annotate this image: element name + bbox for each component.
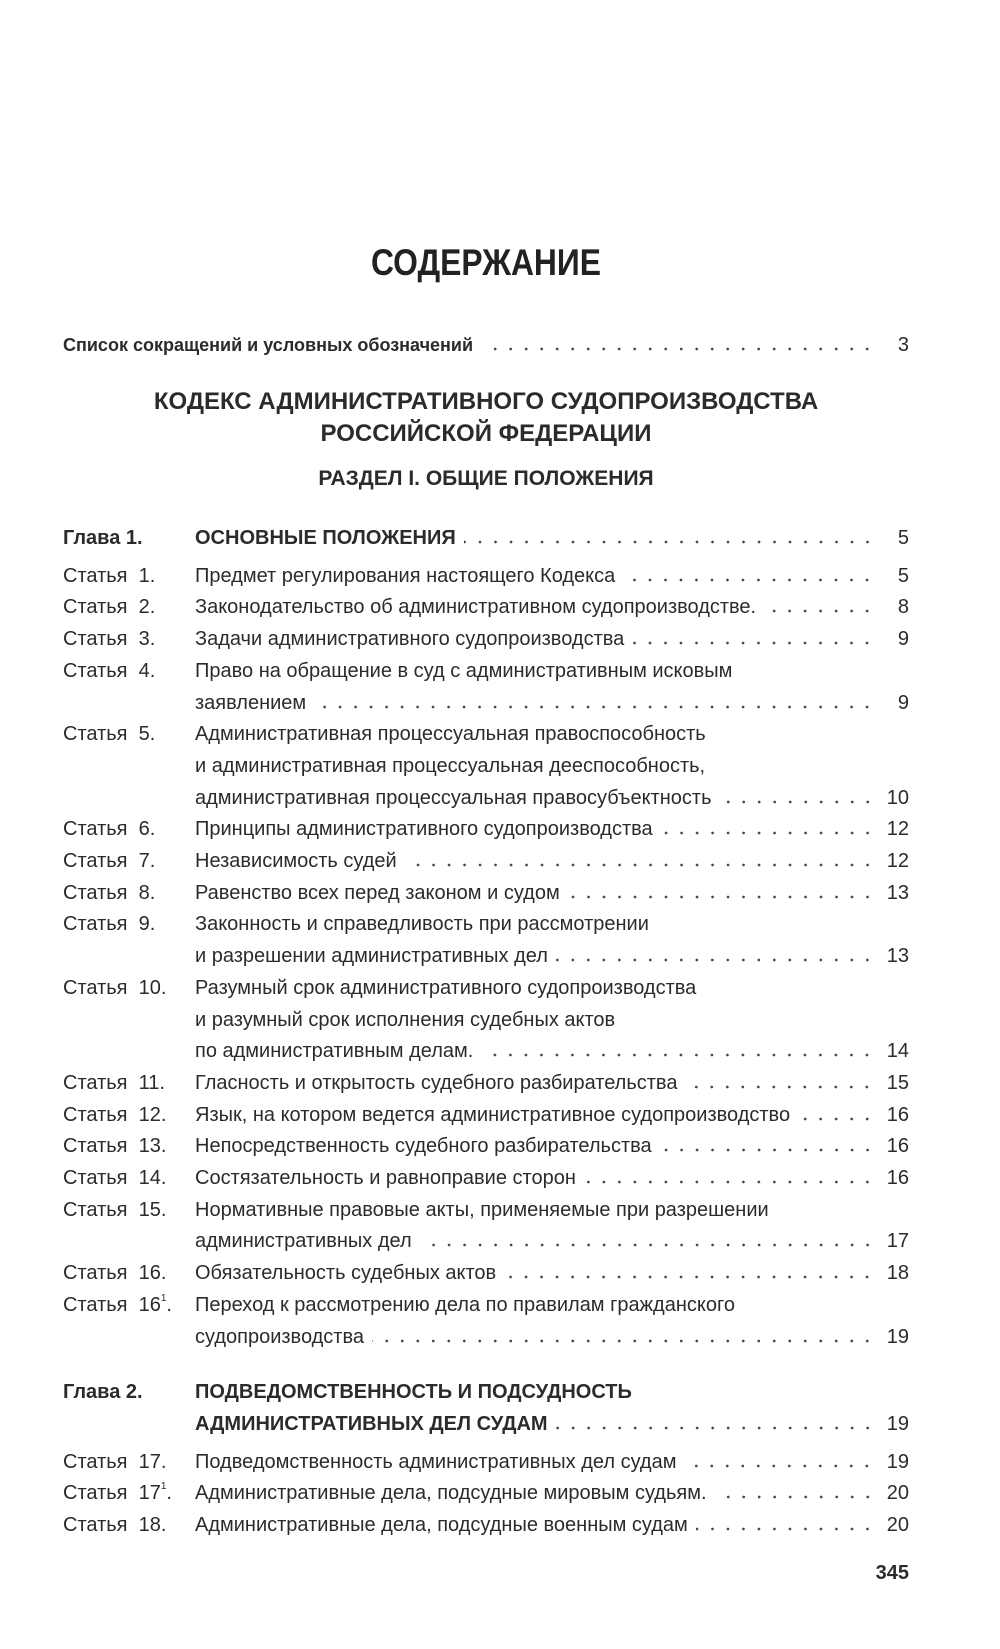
entry-label [63,1510,195,1542]
entry-text: ОСНОВНЫЕ ПОЛОЖЕНИЯ [195,527,456,549]
toc-list [63,523,909,1542]
entry-title [195,814,909,846]
entry-title [195,719,909,814]
entry-line [195,783,909,815]
entry-label [63,523,195,555]
entry-line [195,1409,909,1441]
entry-title [195,1068,909,1100]
entry-line [195,1068,909,1100]
entry-label-text: Статья 6. [63,818,156,841]
entry-text: и разумный срок исполнения судебных актов [195,1008,616,1031]
spacer [63,1353,909,1377]
entry-page: 19 [886,1325,909,1348]
code-title-line: РОССИЙСКОЙ ФЕДЕРАЦИИ [320,420,652,447]
toc-article [63,1478,909,1510]
entry-line [195,846,909,878]
entry-page: 20 [886,1482,909,1505]
entry-line [195,1322,909,1354]
entry-text: Язык, на котором ведется административное судопроизводство [195,1103,791,1126]
entry-title [195,624,909,656]
toc-article [63,1163,909,1195]
entry-text: Обязательность судебных актов [195,1262,497,1285]
entry-label-text: Статья 12. [63,1103,167,1126]
entry-text: Административная процессуальная правоспособность [195,723,706,746]
toc-article [63,814,909,846]
entry-line [195,909,909,941]
toc-article [63,846,909,878]
entry-text: по административным делам. [195,1040,474,1063]
entry-label [63,1100,195,1132]
toc-article [63,973,909,1068]
entry-text: Непосредственность судебного разбирательства [195,1135,652,1158]
page-title: СОДЕРЖАНИЕ [370,242,602,283]
entry-page: 5 [897,527,909,549]
dot-leader [481,1053,875,1057]
entry-page: 16 [886,1135,909,1158]
entry-label-text: Статья 1. [63,564,156,587]
dot-leader [314,705,875,709]
entry-page: 13 [886,945,909,968]
entry-label-text: Статья 2. [63,596,156,619]
toc-chapter [63,523,909,555]
entry-line [195,688,909,720]
entry-line [195,814,909,846]
entry-text: Список сокращений и условных обозначений [63,335,474,355]
entry-text: Законность и справедливость при рассмотрении [195,913,649,936]
entry-line [195,523,909,555]
entry-title [195,1258,909,1290]
dot-leader [623,578,875,582]
entry-page: 17 [886,1230,909,1253]
entry-label-text: Статья 5. [63,723,156,746]
toc-article [63,719,909,814]
entry-line [195,878,909,910]
dot-leader [715,1495,875,1499]
entry-label [63,656,195,688]
entry-line [195,1100,909,1132]
entry-title [195,878,909,910]
entry-text: Предмет регулирования настоящего Кодекса [195,564,616,587]
entry-line [195,1258,909,1290]
entry-label [63,719,195,751]
label-dot: . [166,1482,172,1505]
entry-label [63,973,195,1005]
toc-article [63,561,909,593]
entry-label [63,1131,195,1163]
dot-leader [584,1180,875,1184]
dot-leader [764,609,875,613]
entry-label [63,1377,195,1409]
dot-leader [420,1243,875,1247]
entry-text: Подведомственность административных дел судам [195,1450,677,1473]
entry-line [195,1005,909,1037]
entry-line [195,1478,909,1510]
entry-title [195,1478,909,1510]
entry-text: Нормативные правовые акты, применяемые при разрешении [195,1198,769,1221]
dot-leader [684,1464,875,1468]
entry-label-text: Статья 16 [63,1293,161,1316]
entry-label [63,624,195,656]
dot-leader [696,1527,875,1531]
entry-text: Законодательство об административном судопроизводстве. [195,596,757,619]
entry-page: 12 [886,818,909,841]
entry-page: 9 [897,628,909,651]
entry-text: и разрешении административных дел [195,945,548,968]
entry-line [195,941,909,973]
entry-page: 20 [886,1514,909,1537]
entry-label [63,1447,195,1479]
entry-label [63,1163,195,1195]
entry-title [195,973,909,1068]
entry-title [195,1163,909,1195]
entry-title [195,909,909,972]
entry-label-text: Глава 1. [63,527,143,549]
entry-line [195,973,909,1005]
entry-label [63,909,195,941]
entry-page: 19 [886,1412,909,1435]
entry-line [195,1163,909,1195]
entry-page: 19 [886,1450,909,1473]
entry-label-text: Статья 8. [63,881,156,904]
entry-line [195,719,909,751]
section-title: РАЗДЕЛ I. ОБЩИЕ ПОЛОЖЕНИЯ [318,467,654,490]
entry-page: 18 [886,1262,909,1285]
entry-label-text: Статья 9. [63,913,156,936]
entry-page: 12 [886,850,909,873]
entry-label [63,561,195,593]
entry-title [195,1195,909,1258]
toc-article [63,1100,909,1132]
entry-line [195,624,909,656]
code-title-line: КОДЕКС АДМИНИСТРАТИВНОГО СУДОПРОИЗВОДСТВА [153,388,819,415]
entry-line [195,1377,909,1409]
entry-label-text: Статья 14. [63,1167,167,1190]
entry-text: административная процессуальная правосубъектность [195,786,712,809]
entry-title [195,1510,909,1542]
dot-leader [464,540,875,544]
entry-text: заявлением [195,691,307,714]
entry-text: Административные дела, подсудные военным судам [195,1514,688,1537]
toc-article [63,1258,909,1290]
toc-article [63,878,909,910]
dot-leader [798,1117,875,1121]
entry-line [195,561,909,593]
dot-leader [481,347,875,351]
entry-page: 13 [886,881,909,904]
entry-title [195,523,909,555]
entry-text: Принципы административного судопроизводства [195,818,653,841]
entry-line [195,1447,909,1479]
entry-line [195,656,909,688]
entry-page: 5 [897,564,909,587]
entry-line [195,1036,909,1068]
dot-leader [504,1275,875,1279]
entry-label-text: Глава 2. [63,1381,143,1404]
entry-title [195,561,909,593]
entry-text: ПОДВЕДОМСТВЕННОСТЬ И ПОДСУДНОСТЬ [195,1381,632,1404]
toc-article [63,624,909,656]
dot-leader [372,1339,875,1343]
entry-label [63,846,195,878]
entry-label [63,1290,195,1322]
entry-text: судопроизводства [195,1325,364,1348]
entry-label [63,878,195,910]
dot-leader [568,895,875,899]
entry-line [195,1131,909,1163]
entry-title [195,656,909,719]
toc-article [63,909,909,972]
toc-article [63,1068,909,1100]
entry-label-text: Статья 17. [63,1450,167,1473]
entry-title [195,1290,909,1353]
entry-text: Независимость судей [195,850,397,873]
page-number: 345 [875,1562,909,1584]
dot-leader [661,831,875,835]
toc-article [63,1510,909,1542]
entry-line [195,1510,909,1542]
code-title [63,386,909,450]
entry-label [63,814,195,846]
entry-title [195,846,909,878]
entry-line [195,592,909,624]
toc-article [63,1447,909,1479]
toc-article [63,656,909,719]
entry-label-text: Статья 11. [63,1071,165,1094]
entry-label-text: Статья 18. [63,1514,167,1537]
entry-line [195,1226,909,1258]
entry-title [195,1377,909,1440]
toc-article [63,1131,909,1163]
toc-chapter [63,1377,909,1440]
label-superscript: 1 [160,1481,167,1493]
entry-text: Задачи административного судопроизводства [195,628,625,651]
dot-leader [405,863,875,867]
entry-text: Состязательность и равноправие сторон [195,1167,576,1190]
entry-label-text: Статья 15. [63,1198,167,1221]
entry-title [195,1131,909,1163]
entry-text: Гласность и открытость судебного разбирательства [195,1071,678,1094]
toc-article [63,1195,909,1258]
entry-page: 10 [886,786,909,809]
entry-page: 15 [886,1071,909,1094]
toc-article [63,1290,909,1353]
entry-title [195,592,909,624]
label-superscript: 1 [160,1292,167,1304]
entry-line [195,751,909,783]
dot-leader [685,1085,875,1089]
toc-entry-abbreviations [63,330,909,362]
entry-text: Право на обращение в суд с административным исковым [195,659,733,682]
entry-page: 16 [886,1103,909,1126]
dot-leader [720,800,875,804]
dot-leader [660,1148,875,1152]
entry-label-text: Статья 4. [63,659,156,682]
entry-text: и административная процессуальная дееспособность, [195,754,706,777]
entry-text: Переход к рассмотрению дела по правилам гражданского [195,1293,735,1316]
label-dot: . [166,1293,172,1316]
entry-page: 16 [886,1167,909,1190]
entry-page: 14 [886,1040,909,1063]
entry-label [63,1258,195,1290]
entry-label [63,1068,195,1100]
entry-line [195,1195,909,1227]
entry-label-text: Статья 7. [63,850,156,873]
dot-leader [556,1426,875,1430]
entry-page: 3 [897,334,909,356]
entry-page: 8 [897,596,909,619]
entry-label [63,1195,195,1227]
entry-text: Равенство всех перед законом и судом [195,881,560,904]
entry-text: административных дел [195,1230,412,1253]
entry-page: 9 [897,691,909,714]
entry-line [195,1290,909,1322]
entry-label-text: Статья 3. [63,628,156,651]
entry-label-text: Статья 10. [63,976,167,999]
entry-label [63,1478,195,1510]
dot-leader [632,641,875,645]
entry-text: АДМИНИСТРАТИВНЫХ ДЕЛ СУДАМ [195,1412,548,1435]
entry-label-text: Статья 17 [63,1482,161,1505]
entry-label-text: Статья 16. [63,1262,167,1285]
entry-label [63,592,195,624]
dot-leader [556,958,875,962]
entry-text: Разумный срок административного судопроизводства [195,976,697,999]
entry-label-text: Статья 13. [63,1135,167,1158]
entry-title [195,1100,909,1132]
toc-article [63,592,909,624]
entry-title [195,1447,909,1479]
entry-text: Административные дела, подсудные мировым судьям. [195,1482,707,1505]
